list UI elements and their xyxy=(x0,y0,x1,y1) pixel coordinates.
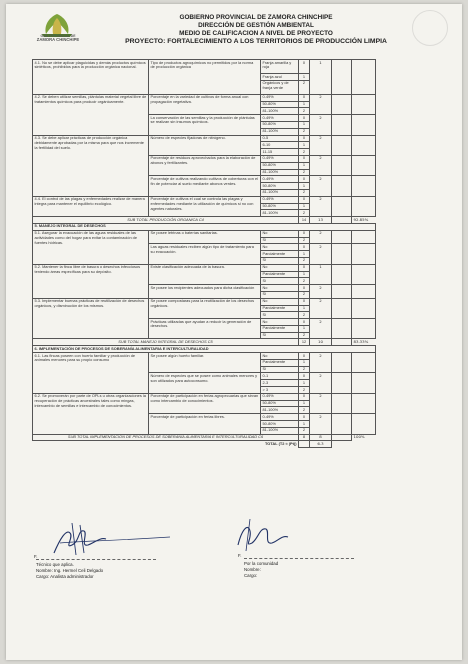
handwritten-score: 2 xyxy=(310,155,332,175)
community-name: Nombre: xyxy=(244,567,261,572)
header-line-2: DIRECCIÓN DE GESTIÓN AMBIENTAL xyxy=(198,22,314,29)
total-row: TOTAL (T2 ≈ (Pt)) 6.3 xyxy=(33,441,433,448)
handwritten-score: 2 xyxy=(310,393,332,413)
table-row: 6.1. Las fincas poseen con huerto familiar y producción de animales menores para su propio consumo Se posee algún huerto familiar. No 0 2 xyxy=(33,353,433,360)
objective-cell: 4.1. No se debe aplicar plaguicidas y demás productos químicos sintéticos, prohibidos para la producción orgánica nacional. xyxy=(33,60,149,95)
table-row: 5.2. Mantener la finca libre de basura o desechos infecciosos teniendo áreas específicas para su depósito. Existe clasificación adecuada de la basura. No 0 1 xyxy=(33,264,433,271)
document-header xyxy=(106,14,406,46)
community-title: Por la comunidad xyxy=(244,561,279,566)
gad-logo-icon xyxy=(34,12,80,50)
handwritten-score: 2 xyxy=(310,176,332,196)
handwritten-subtotal: 13 xyxy=(310,217,332,224)
technician-role: Cargo: Analista administrador xyxy=(36,574,94,579)
handwritten-score: 2 xyxy=(310,115,332,135)
table-row: 4.2. Se deben utilizar semillas, plántulas material vegetal libre de tratamientos químicos para producir orgánicamente. Porcentaje en la variedad de cultivos de forma anual con propagación vegetativa. 0-49% 0 2 xyxy=(33,94,433,101)
table-row: 6.2. Se promoverán por parte de OPLs u otras organizaciones la recuperación de prácticas ancestrales tales como mingas, intercambio de semillas e intercambio de conocimientos. Porcentaje de participación en ferias agropecuarias que sirvan como intercambio de conocimientos. 0-49% 0 2 xyxy=(33,393,433,400)
table-row: 4.1. No se debe aplicar plaguicidas y demás productos químicos sintéticos, prohibidos para la producción orgánica nacional. Tipo de productos agroquímicos no permitidos por la norma de producción orgánica Franja amarilla y roja 0 1 xyxy=(33,60,433,74)
section-header-row: 5. MANEJO INTEGRAL DE DESECHOS xyxy=(33,223,433,230)
handwritten-score: 2 xyxy=(310,414,332,434)
objective-cell: 6.2. Se promoverán por parte de OPLs u otras organizaciones la recuperación de prácticas ancestrales tales como mingas, intercambio de semillas e intercambio de conocimientos. xyxy=(33,393,149,434)
signature-left-icon xyxy=(50,519,180,559)
handwritten-score: 2 xyxy=(310,373,332,393)
faded-stamp-icon xyxy=(412,10,448,46)
handwritten-score: 2 xyxy=(310,285,332,299)
logo-caption: GAD PROVINCIAL DE ZAMORA CHINCHIPE xyxy=(36,34,80,42)
signature-line-left xyxy=(36,559,156,560)
handwritten-score: 2 xyxy=(310,94,332,114)
evaluation-table: 4.1. No se debe aplicar plaguicidas y demás productos químicos sintéticos, prohibidos para la producción orgánica nacional. Tipo de productos agroquímicos no permitidos por la norma de producción orgánica Franja amarilla y roja 0 1 Franja azul 1 Orgánicos y de franja verde 2 4.2. Se deben utilizar semillas, plántulas material vegetal libre de tratamientos químicos para producir orgánicamente. Porcentaje en la variedad de cultivos de forma anual con propagación vegetativa. 0-49% 0 2 50-80% 1 81-100% 2 La conservación de las semillas y la producción de plántulas se realizan sin insumos químicos. 0-49% 0 2 50-80% 1 81-100% 2 4.3. Se debe aplicar prácticas de producción orgánica debidamente aprobadas por la misma para que nos incremente la fertilidad del suelo. Número de especies fijadoras de nitrógeno. 0-5 0 2 6-10 1 11-15 2 Porcentaje de residuos aprovechados para la elaboración de abonos y fertilizantes. 0-49% 0 2 50-80% 1 81-100% 2 Porcentaje de cultivos realizando cultivos de coberturas con el fin de potenciar al suelo mediante abonos verdes. 0-49% 0 2 50-80% 1 81-100% 2 4.4. El control de las plagas y enfermedades realizar de manera integra para mantener el equilibrio ecológico. Porcentaje de cultivos el cual se controla las plagas y enfermedades mediante la utilización de químicos si no con agentes naturales. 0-49% 0 2 50-80% 1 81-100% 2 SUB TOTAL PRODUCCIÓN ORGANICA C4 14 13 92.85% 5. MANEJO INTEGRAL DE DESECHOS 5.1. Asegurar la evacuación de las aguas residuales de las actividades como del hogar para evitar la contaminación de fuentes hídricas. Se posee letrinas o baterías sanitarias. No 0 2 Si 2 Las aguas residuales reciben algún tipo de tratamiento para su evacuación. No 0 2 Parcialmente 1 Si 2 5.2. Mantener la finca libre de basura o desechos infecciosos teniendo áreas específicas para su depósito. Existe clasificación adecuada de la basura. No 0 1 Parcialmente 1 Si 2 Se posee los recipientes adecuados para dicha clasificación No 0 2 Si 2 5.3. Implementar buenas prácticas de reutilización de desechos orgánicos, y disminución de los mismos. Se posee compostaras para la reutilización de los desechos orgánicos. No 0 2 Parcialmente 1 Si 2 Prácticas utilizadas que ayudan a reducir la generación de desechos. No 0 2 Parcialmente 1 Si 2 SUB TOTAL MANEJO INTEGRAL DE DESECHOS C5 12 10 83.33% 6. IMPLEMENTACIÓN DE PROCESOS DE SOBERANÍA ALIMENTARIA E INTERCULTURALIDAD 6.1. Las fincas poseen con huerto familiar y producción de animales menores para su propio consumo Se posee algún huerto familiar. No 0 2 Parcialmente 1 Si 2 Número de especies que se posee como animales menores y son utilizados para autoconsumo. 0-1 0 2 2-3 1 > 3 2 6.2. Se promoverán por parte de OPLs u otras organizaciones la recuperación de prácticas ancestrales tales como mingas, intercambio de semillas e intercambio de conocimientos. Porcentaje de participación en ferias agropecuarias que sirvan como intercambio de conocimientos. 0-49% 0 2 50-80% 1 81-100% 2 Porcentaje de participación en ferias libres. 0-49% 0 2 50-80% 1 81-100% 2 SUB TOTAL IMPLEMENTACIÓN DE PROCESOS DE SOBERANÍA ALIMENTARIA E INTERCULTURALIDAD C6 8 8 100% TOTAL (T2 ≈ (Pt)) 6.3 xyxy=(32,59,433,448)
header-line-1: GOBIERNO PROVINCIAL DE ZAMORA CHINCHIPE xyxy=(179,14,333,21)
handwritten-subtotal: 8 xyxy=(310,434,332,441)
handwritten-total: 6.3 xyxy=(310,441,332,448)
signature-right-icon xyxy=(232,515,292,555)
document-page: GAD PROVINCIAL DE ZAMORA CHINCHIPE GOBIERNO PROVINCIAL DE ZAMORA CHINCHIPE DIRECCIÓN DE GESTIÓN AMBIENTAL MEDIO DE CALIFICACION A NIVEL DE PROYECTO PROYECTO: FORTALECIMIENTO A LOS TERRITORIOS DE PRODUCCIÓN LIMPIA 4.1. No se debe aplicar plaguicidas y demás productos químicos sintéticos, prohibidos para la producción orgánica nacional. Tipo de productos agroquímicos no permitidos por la norma de producción orgánica Franja amarilla y roja 0 1 Franja azul 1 Orgánicos y de franja verde 2 4.2. Se deben utilizar semillas, plántulas material vegetal libre de tratamientos químicos para producir orgánicamente. Porcentaje en la variedad de cultivos de forma anual con propagación vegetativa. 0-49% 0 2 50-80% 1 81-100% 2 La conservación de las semillas y la producción de plántulas se realizan sin insumos químicos. 0-49% 0 2 50-80% 1 81-100% 2 4.3. Se debe aplicar prácticas de producción orgánica debidamente aprobadas por la misma para que nos incremente la fertilidad del suelo. Número de especies fijadoras de nitrógeno. 0-5 0 2 6-10 1 11-15 2 Porcentaje de residuos aprovechados para la elaboración de abonos y fertilizantes. 0-49% 0 2 50-80% 1 81-100% 2 Porcentaje de cultivos realizando cultivos de coberturas con el fin de potenciar al suelo mediante abonos verdes. 0-49% 0 2 50-80% 1 81-100% 2 4.4. El control de las plagas y enfermedades realizar de manera integra para mantener el equilibrio ecológico. Porcentaje de cultivos el cual se controla las plagas y enfermedades mediante la utilización de químicos si no con agentes naturales. 0-49% 0 2 50-80% 1 81-100% 2 SUB TOTAL PRODUCCIÓN ORGANICA C4 14 13 92.85% 5. MANEJO INTEGRAL DE DESECHOS 5.1. Asegurar la evacuación de las aguas residuales de las actividades como del hogar para evitar la contaminación de fuentes hídricas. Se posee letrinas o baterías sanitarias. No 0 2 Si 2 Las aguas residuales reciben algún tipo de tratamiento para su evacuación. No 0 2 Parcialmente 1 Si 2 5.2. Mantener la finca libre de basura o desechos infecciosos teniendo áreas específicas para su depósito. Existe clasificación adecuada de la basura. No 0 1 Parcialmente 1 Si 2 Se posee los recipientes adecuados para dicha clasificación No 0 2 Si 2 5.3. Implementar buenas prácticas de reutilización de desechos orgánicos, y disminución de los mismos. Se posee compostaras para la reutilización de los desechos orgánicos. No 0 2 Parcialmente 1 Si 2 Prácticas utilizadas que ayudan a reducir la generación de desechos. No 0 2 Parcialmente 1 Si 2 SUB TOTAL MANEJO INTEGRAL DE DESECHOS C5 12 10 83.33% 6. IMPLEMENTACIÓN DE PROCESOS DE SOBERANÍA ALIMENTARIA E INTERCULTURALIDAD 6.1. Las fincas poseen con huerto familiar y producción de animales menores para su propio consumo Se posee algún huerto familiar. No 0 2 Parcialmente 1 Si 2 Número de especies que se posee como animales menores y son utilizados para autoconsumo. 0-1 0 2 2-3 1 > 3 2 6.2. Se promoverán por parte de OPLs u otras organizaciones la recuperación de prácticas ancestrales tales como mingas, intercambio de semillas e intercambio de conocimientos. Porcentaje de participación en ferias agropecuarias que sirvan como intercambio de conocimientos. 0-49% 0 2 50-80% 1 81-100% 2 Porcentaje de participación en ferias libres. 0-49% 0 2 50-80% 1 81-100% 2 SUB TOTAL IMPLEMENTACIÓN DE PROCESOS DE SOBERANÍA ALIMENTARIA E INTERCULTURALIDAD C6 8 8 100% TOTAL (T2 ≈ (Pt)) 6.3 F. Técnico que aplica. Nombre: Ing. Hermel Celi Delgado Cargo: Analista administrador F. Por la comunidad Nombre: Cargo: xyxy=(6,4,462,660)
objective-cell: 4.4. El control de las plagas y enfermedades realizar de manera integra para mantener el equilibrio ecológico. xyxy=(33,196,149,216)
objective-cell: 4.2. Se deben utilizar semillas, plántulas material vegetal libre de tratamientos químicos para producir orgánicamente. xyxy=(33,94,149,135)
signature-right-block xyxy=(244,561,278,579)
objective-cell: 5.2. Mantener la finca libre de basura o desechos infecciosos teniendo áreas específicas para su depósito. xyxy=(33,264,149,298)
community-role: Cargo: xyxy=(244,573,258,578)
objective-cell: 4.3. Se debe aplicar prácticas de producción orgánica debidamente aprobadas por la misma para que nos incremente la fertilidad del suelo. xyxy=(33,135,149,196)
header-project-title: PROYECTO: FORTALECIMIENTO A LOS TERRITORIOS DE PRODUCCIÓN LIMPIA xyxy=(125,38,387,45)
handwritten-score: 2 xyxy=(310,319,332,339)
handwritten-score: 2 xyxy=(310,196,332,216)
technician-name: Nombre: Ing. Hermel Celi Delgado xyxy=(36,568,104,573)
subtotal-row: SUB TOTAL MANEJO INTEGRAL DE DESECHOS C5 12 10 83.33% xyxy=(33,339,433,346)
subtotal-row: SUB TOTAL PRODUCCIÓN ORGANICA C4 14 13 92.85% xyxy=(33,217,433,224)
handwritten-score: 2 xyxy=(310,230,332,244)
subtotal-row: SUB TOTAL IMPLEMENTACIÓN DE PROCESOS DE SOBERANÍA ALIMENTARIA E INTERCULTURALIDAD C6 8 8 100% xyxy=(33,434,433,441)
objective-cell: 5.3. Implementar buenas prácticas de reutilización de desechos orgánicos, y disminución de los mismos. xyxy=(33,298,149,339)
handwritten-score: 1 xyxy=(310,60,332,95)
signature-line-right xyxy=(244,558,354,559)
handwritten-percentage: 83.33% xyxy=(353,338,369,344)
table-row: 4.4. El control de las plagas y enfermedades realizar de manera integra para mantener el equilibrio ecológico. Porcentaje de cultivos el cual se controla las plagas y enfermedades mediante la utilización de químicos si no con agentes naturales. 0-49% 0 2 xyxy=(33,196,433,203)
objective-cell: 6.1. Las fincas poseen con huerto familiar y producción de animales menores para su propio consumo xyxy=(33,353,149,394)
handwritten-subtotal: 10 xyxy=(310,339,332,346)
handwritten-percentage: 92.85% xyxy=(353,216,369,222)
section-header-row: 6. IMPLEMENTACIÓN DE PROCESOS DE SOBERANÍA ALIMENTARIA E INTERCULTURALIDAD xyxy=(33,346,433,353)
header-line-3: MEDIO DE CALIFICACION A NIVEL DE PROYECTO xyxy=(179,30,333,37)
handwritten-score: 2 xyxy=(310,353,332,373)
table-row: 5.3. Implementar buenas prácticas de reutilización de desechos orgánicos, y disminución de los mismos. Se posee compostaras para la reutilización de los desechos orgánicos. No 0 2 xyxy=(33,298,433,305)
handwritten-score: 1 xyxy=(310,264,332,284)
criterion-cell: Tipo de productos agroquímicos no permitidos por la norma de producción orgánica xyxy=(149,60,261,95)
signature-left-block xyxy=(36,562,103,580)
objective-cell: 5.1. Asegurar la evacuación de las aguas residuales de las actividades como del hogar para evitar la contaminación de fuentes hídricas. xyxy=(33,230,149,264)
table-row: 4.3. Se debe aplicar prácticas de producción orgánica debidamente aprobadas por la misma para que nos incremente la fertilidad del suelo. Número de especies fijadoras de nitrógeno. 0-5 0 2 xyxy=(33,135,433,142)
table-row: 5.1. Asegurar la evacuación de las aguas residuales de las actividades como del hogar para evitar la contaminación de fuentes hídricas. Se posee letrinas o baterías sanitarias. No 0 2 xyxy=(33,230,433,237)
handwritten-score: 2 xyxy=(310,298,332,318)
technician-title: Técnico que aplica. xyxy=(36,562,74,567)
handwritten-score: 2 xyxy=(310,244,332,264)
handwritten-percentage: 100% xyxy=(353,434,365,440)
handwritten-score: 2 xyxy=(310,135,332,155)
